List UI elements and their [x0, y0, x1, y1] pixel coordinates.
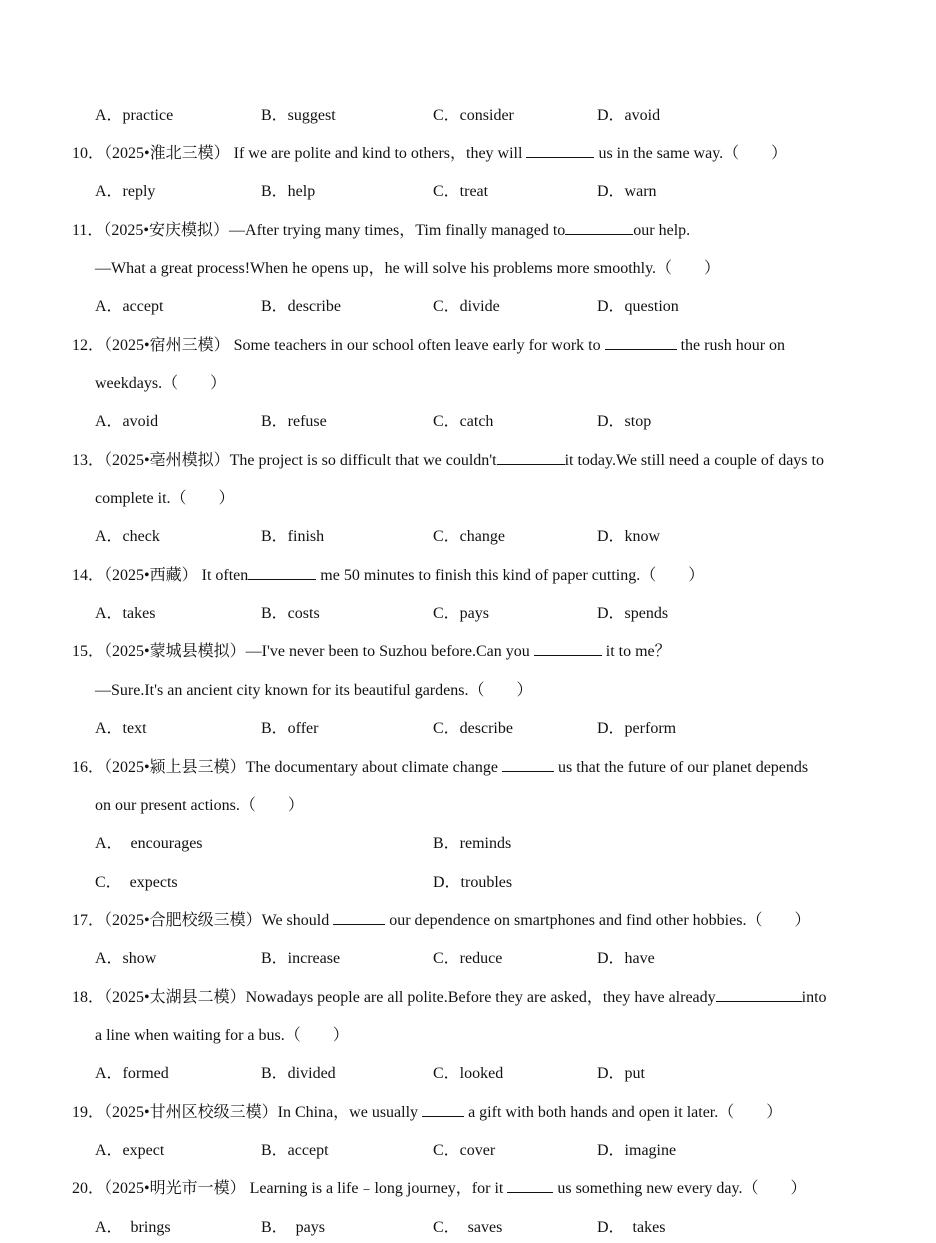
option-a[interactable]: A． encourages [95, 835, 203, 852]
option-b[interactable]: B．suggest [261, 107, 336, 124]
question-source: （2025•合肥校级三模） [104, 912, 262, 929]
question-text-line2: on our present actions.（ ） [95, 797, 304, 814]
question-text-line2: complete it.（ ） [95, 490, 235, 507]
option-b[interactable]: B．refuse [261, 413, 327, 430]
question-17-options [0, 944, 936, 974]
option-a[interactable]: A．reply [95, 183, 156, 200]
question-number: 10． [72, 145, 105, 162]
question-text-part1: The documentary about climate change [245, 759, 498, 776]
question-13-options [0, 522, 936, 552]
option-b[interactable]: B．divided [261, 1065, 336, 1082]
question-text-part1: The project is so difficult that we couldn't [229, 452, 497, 469]
option-c[interactable]: C．pays [433, 605, 490, 622]
question-text-line2: a line when waiting for a bus.（ ） [95, 1027, 349, 1044]
answer-blank[interactable] [422, 1098, 464, 1117]
answer-blank[interactable] [565, 216, 633, 235]
question-number: 15． [72, 643, 105, 660]
question-16-line2 [0, 791, 936, 821]
option-a[interactable]: A．show [95, 950, 157, 967]
question-16-options-row2 [0, 868, 936, 898]
question-18-options [0, 1059, 936, 1089]
question-19-options [0, 1136, 936, 1166]
question-13-stem [0, 446, 936, 476]
question-text-part2: the rush hour on [680, 337, 786, 354]
question-number: 16． [72, 759, 105, 776]
option-b[interactable]: B．help [261, 183, 316, 200]
question-source: （2025•颍上县三模） [104, 759, 246, 776]
question-text-part2: us something new every day.（ ） [557, 1180, 807, 1197]
answer-blank[interactable] [526, 139, 594, 158]
question-number: 13． [72, 452, 105, 469]
option-b[interactable]: B．accept [261, 1142, 329, 1159]
question-text-line2: weekdays.（ ） [95, 375, 227, 392]
question-15-stem [0, 637, 936, 667]
question-number: 20． [72, 1180, 105, 1197]
question-12-line2 [0, 369, 936, 399]
option-a[interactable]: A． brings [95, 1219, 171, 1236]
answer-blank[interactable] [605, 331, 677, 350]
option-a[interactable]: A．check [95, 528, 160, 545]
question-text-line2: —Sure.It's an ancient city known for its beautiful gardens.（ ） [95, 682, 533, 699]
question-number: 12． [72, 337, 105, 354]
option-c[interactable]: C．cover [433, 1142, 496, 1159]
option-b[interactable]: B．reminds [433, 835, 512, 852]
question-source: （2025•蒙城县模拟） [104, 643, 246, 660]
question-text-part1: —I've never been to Suzhou before.Can you [245, 643, 530, 660]
option-b[interactable]: B．finish [261, 528, 325, 545]
answer-blank[interactable] [497, 446, 565, 465]
question-16-options-row1 [0, 829, 936, 859]
question-number: 17． [72, 912, 105, 929]
option-b[interactable]: B．offer [261, 720, 319, 737]
question-text-part2: me 50 minutes to finish this kind of paper cutting.（ ） [320, 567, 705, 584]
question-text-part1: In China，we usually [277, 1104, 419, 1121]
question-11-stem [0, 216, 936, 246]
question-text-part2: it to me？ [605, 643, 671, 660]
question-12-options [0, 407, 936, 437]
option-a[interactable]: A．text [95, 720, 147, 737]
option-b[interactable]: B．increase [261, 950, 341, 967]
option-a[interactable]: A．avoid [95, 413, 159, 430]
option-d[interactable]: D．avoid [597, 107, 661, 124]
option-b[interactable]: B．describe [261, 298, 341, 315]
option-d[interactable]: D．troubles [433, 874, 513, 891]
option-c[interactable]: C．reduce [433, 950, 503, 967]
question-19-stem [0, 1098, 936, 1128]
option-d[interactable]: D．perform [597, 720, 677, 737]
option-c[interactable]: C．treat [433, 183, 489, 200]
question-16-stem [0, 753, 936, 783]
option-d[interactable]: D．imagine [597, 1142, 677, 1159]
question-number: 11． [72, 222, 104, 239]
option-c[interactable]: C．describe [433, 720, 513, 737]
question-text-part1: Some teachers in our school often leave early for work to [233, 337, 601, 354]
question-20-options [0, 1213, 936, 1243]
option-d[interactable]: D．put [597, 1065, 646, 1082]
option-d[interactable]: D． takes [597, 1219, 666, 1236]
option-c[interactable]: C． expects [95, 874, 178, 891]
question-14-stem [0, 561, 936, 591]
question-source: （2025•明光市一模） [104, 1180, 246, 1197]
option-a[interactable]: A．accept [95, 298, 164, 315]
question-text-part2: us that the future of our planet depends [557, 759, 809, 776]
option-b[interactable]: B．costs [261, 605, 320, 622]
option-a[interactable]: A．formed [95, 1065, 169, 1082]
question-11-line2 [0, 254, 936, 284]
question-text-line2: —What a great process!When he opens up，he will solve his problems more smoothly.（ ） [95, 260, 721, 277]
answer-blank[interactable] [716, 983, 802, 1002]
question-text-part2: our dependence on smartphones and find other hobbies.（ ） [389, 912, 811, 929]
question-text-part2: it today.We still need a couple of days to [564, 452, 824, 469]
question-9-options [0, 101, 936, 131]
answer-blank[interactable] [502, 753, 554, 772]
question-15-line2 [0, 676, 936, 706]
option-d[interactable]: D．know [597, 528, 661, 545]
question-18-line2 [0, 1021, 936, 1051]
question-number: 19． [72, 1104, 105, 1121]
option-d[interactable]: D．question [597, 298, 679, 315]
question-text-part1: It often [201, 567, 249, 584]
question-15-options [0, 714, 936, 744]
question-text-part1: We should [261, 912, 330, 929]
question-source: （2025•宿州三模） [104, 337, 230, 354]
question-source: （2025•西藏） [104, 567, 198, 584]
question-source: （2025•安庆模拟） [103, 222, 230, 239]
question-text-part1: —After trying many times，Tim finally managed to [229, 222, 566, 239]
question-text-part2: our help. [633, 222, 691, 239]
answer-blank[interactable] [333, 906, 385, 925]
question-text-part1: Learning is a life﹣long journey，for it [249, 1180, 504, 1197]
option-c[interactable]: C．change [433, 528, 505, 545]
option-c[interactable]: C．catch [433, 413, 494, 430]
option-c[interactable]: C．looked [433, 1065, 504, 1082]
question-text-part1: If we are polite and kind to others，they will [233, 145, 523, 162]
option-c[interactable]: C．consider [433, 107, 514, 124]
option-a[interactable]: A．takes [95, 605, 156, 622]
answer-blank[interactable] [248, 561, 316, 580]
answer-blank[interactable] [534, 637, 602, 656]
question-11-options [0, 292, 936, 322]
question-source: （2025•亳州模拟） [104, 452, 230, 469]
question-text-part2: into [801, 989, 827, 1006]
option-c[interactable]: C．divide [433, 298, 500, 315]
question-source: （2025•太湖县二模） [104, 989, 246, 1006]
option-a[interactable]: A．practice [95, 107, 174, 124]
question-number: 18． [72, 989, 105, 1006]
question-13-line2 [0, 484, 936, 514]
question-17-stem [0, 906, 936, 936]
question-10-stem [0, 139, 936, 169]
question-number: 14． [72, 567, 105, 584]
option-d[interactable]: D．have [597, 950, 655, 967]
answer-blank[interactable] [507, 1174, 553, 1193]
option-b[interactable]: B． pays [261, 1219, 326, 1236]
option-a[interactable]: A．expect [95, 1142, 165, 1159]
option-d[interactable]: D．spends [597, 605, 669, 622]
question-text-part1: Nowadays people are all polite.Before they are asked，they have already [245, 989, 716, 1006]
question-text-part2: us in the same way.（ ） [598, 145, 788, 162]
question-10-options [0, 177, 936, 207]
option-d[interactable]: D．stop [597, 413, 652, 430]
question-source: （2025•淮北三模） [104, 145, 230, 162]
question-14-options [0, 599, 936, 629]
question-12-stem [0, 331, 936, 361]
option-d[interactable]: D．warn [597, 183, 657, 200]
question-source: （2025•甘州区校级三模） [104, 1104, 278, 1121]
option-c[interactable]: C． saves [433, 1219, 503, 1236]
question-18-stem [0, 983, 936, 1013]
question-20-stem [0, 1174, 936, 1204]
question-text-part2: a gift with both hands and open it later.（ ） [468, 1104, 783, 1121]
